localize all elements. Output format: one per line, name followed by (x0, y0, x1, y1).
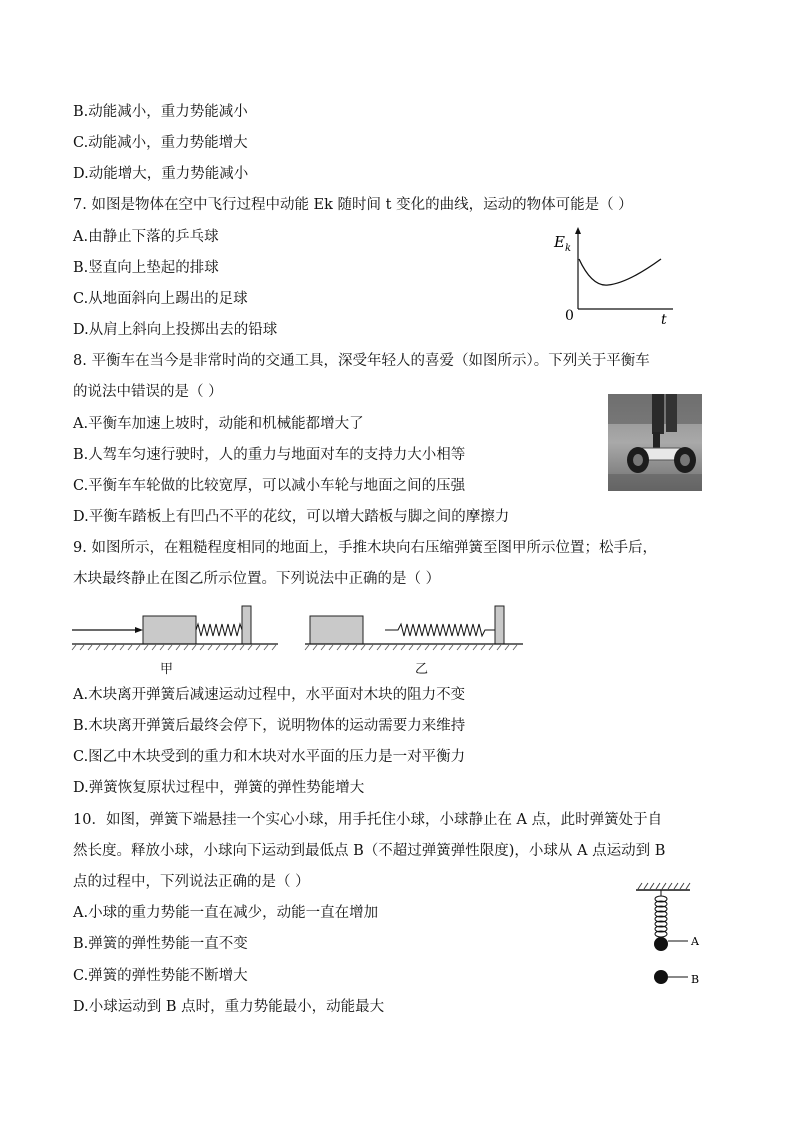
q9-label-jia: 甲 (160, 662, 174, 677)
q7-energy-time-graph (548, 225, 683, 327)
q7-stem: 7. 如图是物体在空中飞行过程中动能 Ek 随时间 t 变化的曲线，运动的物体可能是（ ） (73, 197, 633, 213)
q6-option-b: B.动能减小，重力势能减小 (73, 104, 248, 120)
q10-stem-line1: 10．如图，弹簧下端悬挂一个实心小球，用手托住小球，小球静止在 A 点，此时弹簧处于自 (73, 812, 663, 828)
q10-stem-line2: 然长度。释放小球，小球向下运动到最低点 B（不超过弹簧弹性限度)，小球从 A 点运动到 B (73, 843, 666, 859)
ball-at-a (654, 937, 668, 951)
q8-stem-line1: 8. 平衡车在当今是非常时尚的交通工具，深受年轻人的喜爱（如图所示）。下列关于平衡车 (73, 353, 650, 369)
q8-option-b: B.人驾车匀速行驶时，人的重力与地面对车的支持力大小相等 (73, 447, 466, 463)
q9-spring-diagram-yi (303, 602, 527, 654)
q7-option-b: B.竖直向上垫起的排球 (73, 260, 219, 276)
q10-option-b: B.弹簧的弹性势能一直不变 (73, 936, 248, 952)
q10-option-d: D.小球运动到 B 点时，重力势能最小，动能最大 (73, 999, 385, 1015)
q10-option-a: A.小球的重力势能一直在减少，动能一直在增加 (73, 905, 379, 921)
q6-option-d: D.动能增大，重力势能减小 (73, 166, 249, 182)
q9-option-d: D.弹簧恢复原状过程中，弹簧的弹性势能增大 (73, 780, 365, 796)
point-a-label: A (691, 935, 699, 948)
ball-at-b (654, 970, 668, 984)
q10-hanging-spring-diagram (632, 880, 712, 990)
q9-option-c: C.图乙中木块受到的重力和木块对水平面的压力是一对平衡力 (73, 749, 466, 765)
q7-option-d: D.从肩上斜向上投掷出去的铅球 (73, 322, 278, 338)
q9-option-a: A.木块离开弹簧后减速运动过程中，水平面对木块的阻力不变 (73, 687, 466, 703)
q7-option-c: C.从地面斜向上踢出的足球 (73, 291, 248, 307)
graph-origin-label: 0 (565, 308, 574, 324)
q8-option-d: D.平衡车踏板上有凹凸不平的花纹，可以增大踏板与脚之间的摩擦力 (73, 509, 510, 525)
q9-spring-diagram-jia (70, 602, 282, 654)
q8-stem-line2: 的说法中错误的是（ ） (73, 384, 223, 400)
balance-scooter-photo (608, 394, 702, 491)
q10-stem-line3: 点的过程中，下列说法正确的是（ ） (73, 874, 310, 890)
point-b-label: B (691, 973, 700, 986)
q9-stem-line1: 9. 如图所示，在粗糙程度相同的地面上，手推木块向右压缩弹簧至图甲所示位置；松手后， (73, 540, 657, 556)
q10-option-c: C.弹簧的弹性势能不断增大 (73, 968, 248, 984)
graph-y-subscript: k (565, 243, 572, 254)
graph-x-label: t (661, 312, 667, 327)
q9-option-b: B.木块离开弹簧后最终会停下，说明物体的运动需要力来维持 (73, 718, 466, 734)
q6-option-c: C.动能减小，重力势能增大 (73, 135, 248, 151)
q9-stem-line2: 木块最终静止在图乙所示位置。下列说法中正确的是（ ） (73, 571, 441, 587)
q8-option-c: C.平衡车车轮做的比较宽厚，可以减小车轮与地面之间的压强 (73, 478, 466, 494)
q9-label-yi: 乙 (415, 662, 429, 677)
q7-option-a: A.由静止下落的乒乓球 (73, 229, 219, 245)
graph-y-label: E (554, 233, 565, 251)
q8-option-a: A.平衡车加速上坡时，动能和机械能都增大了 (73, 416, 364, 432)
